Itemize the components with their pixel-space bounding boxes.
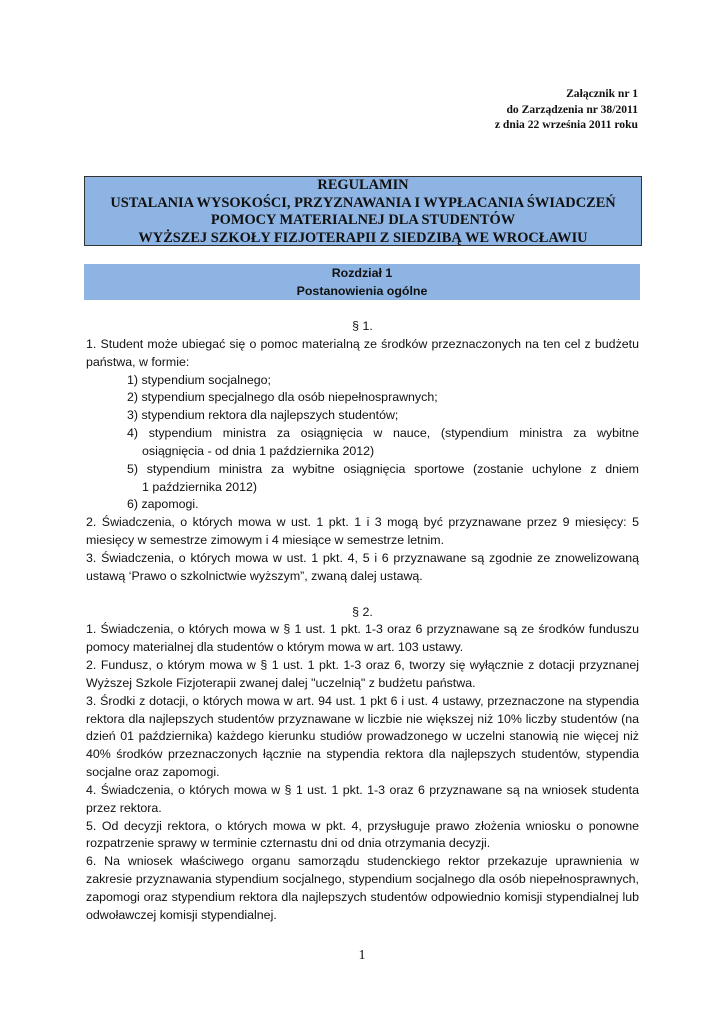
attachment-line: Załącznik nr 1 <box>566 87 638 100</box>
paragraph: 1. Świadczenia, o których mowa w § 1 ust. 1 pkt. 1-3 oraz 6 przyznawane są ze środków funduszu pomocy materialnej dla studentów o którym mowa w art. 103 ustawy. <box>86 622 639 655</box>
list-item-text: 5) stypendium ministra za wybitne osiągnięcia sportowe (zostanie uchylone z dniem <box>127 461 639 476</box>
paragraph: 6. Na wniosek właściwego organu samorządu studenckiego rektor przekazuje uprawnienia w zakresie przyznawania stypendium socjalnego, stypendium socjalnego dla osób niepełnosprawnych, zapomogi oraz stypendium rektora dla najlepszych studentów odpowiednio komisji stypendialnej lub odwoławczej komisji stypendialnej. <box>86 854 639 922</box>
list-item: 6) zapomogi. <box>127 497 199 512</box>
paragraph: 3. Świadczenia, o których mowa w ust. 1 pkt. 4, 5 i 6 przyznawane są zgodnie ze znowelizowaną ustawą ‘Prawo o szkolnictwie wyższym”, zwaną dalej ustawą. <box>86 550 639 583</box>
paragraph: 5. Od decyzji rektora, o których mowa w pkt. 4, przysługuje prawo złożenia wniosku o ponowne rozpatrzenie sprawy w terminie czternastu dni od dnia otrzymania decyzji. <box>86 818 639 851</box>
list-item: 2) stypendium specjalnego dla osób niepełnosprawnych; <box>127 390 438 405</box>
list-item <box>86 425 639 443</box>
chapter-name: Postanowienia ogólne <box>296 283 428 298</box>
title-line: REGULAMIN <box>317 177 409 193</box>
paragraph: 2. Fundusz, o którym mowa w § 1 ust. 1 pkt. 1-3 oraz 6, tworzy się wyłącznie z dotacji przyznanej Wyższej Szkole Fizjoterapii zwanej dalej "uczelnią" z budżetu państwa. <box>86 658 639 690</box>
attachment-line: do Zarządzenia nr 38/2011 <box>506 102 638 116</box>
paragraph: 4. Świadczenia, o których mowa w § 1 ust. 1 pkt. 1-3 oraz 6 przyznawane są na wniosek studenta przez rektora. <box>86 782 639 815</box>
chapter-number: Rozdział 1 <box>331 266 393 280</box>
section-heading: § 2. <box>352 604 373 619</box>
list-item <box>86 461 639 479</box>
list-item-continuation <box>86 479 639 497</box>
list-item-text: 1 października 2012) <box>142 479 258 494</box>
page-number: 1 <box>358 948 366 963</box>
attachment-line: z dnia 22 września 2011 roku <box>494 118 638 132</box>
title-line: USTALANIA WYSOKOŚCI, PRZYZNAWANIA I WYPŁACANIA ŚWIADCZEŃ <box>110 194 616 211</box>
chapter-heading-box <box>84 264 640 300</box>
paragraph: 2. Świadczenia, o których mowa w ust. 1 pkt. 1 i 3 mogą być przyznawane przez 9 miesięcy: 5 miesięcy w semestrze zimowym i 4 miesiące w semestrze letnim. <box>86 515 639 548</box>
list-item-text: osiągnięcia - od dnia 1 października 2012) <box>142 443 375 458</box>
list-item: 1) stypendium socjalnego; <box>127 372 271 387</box>
list-item-continuation <box>86 443 639 461</box>
paragraph: 1. Student może ubiegać się o pomoc materialną ze środków przeznaczonych na ten cel z budżetu państwa, w formie: <box>86 336 639 369</box>
list-item: 3) stypendium rektora dla najlepszych studentów; <box>127 408 399 423</box>
attachment-note <box>338 86 638 133</box>
section-heading: § 1. <box>352 319 373 333</box>
title-line: WYŻSZEJ SZKOŁY FIZJOTERAPII Z SIEDZIBĄ WE WROCŁAWIU <box>138 229 588 246</box>
document-body <box>86 318 639 925</box>
title-line: POMOCY MATERIALNEJ DLA STUDENTÓW <box>210 212 516 228</box>
paragraph: 3. Środki z dotacji, o których mowa w art. 94 ust. 1 pkt 6 i ust. 4 ustawy, przeznaczone na stypendia rektora dla najlepszych studentów przyznawane w liczbie nie większej niż 10% liczby studentów (na dzień 01 października) każdego kierunku studiów prowadzonego w uczelni stanowią nie więcej niż 40% środków przeznaczonych łącznie na stypendia rektora dla najlepszych studentów, stypendia socjalne oraz zapomogi. <box>86 693 639 780</box>
list-item-text: 4) stypendium ministra za osiągnięcia w nauce, (stypendium ministra za wybitne <box>127 426 639 441</box>
spacer <box>86 586 639 604</box>
document-title-box <box>84 176 642 246</box>
